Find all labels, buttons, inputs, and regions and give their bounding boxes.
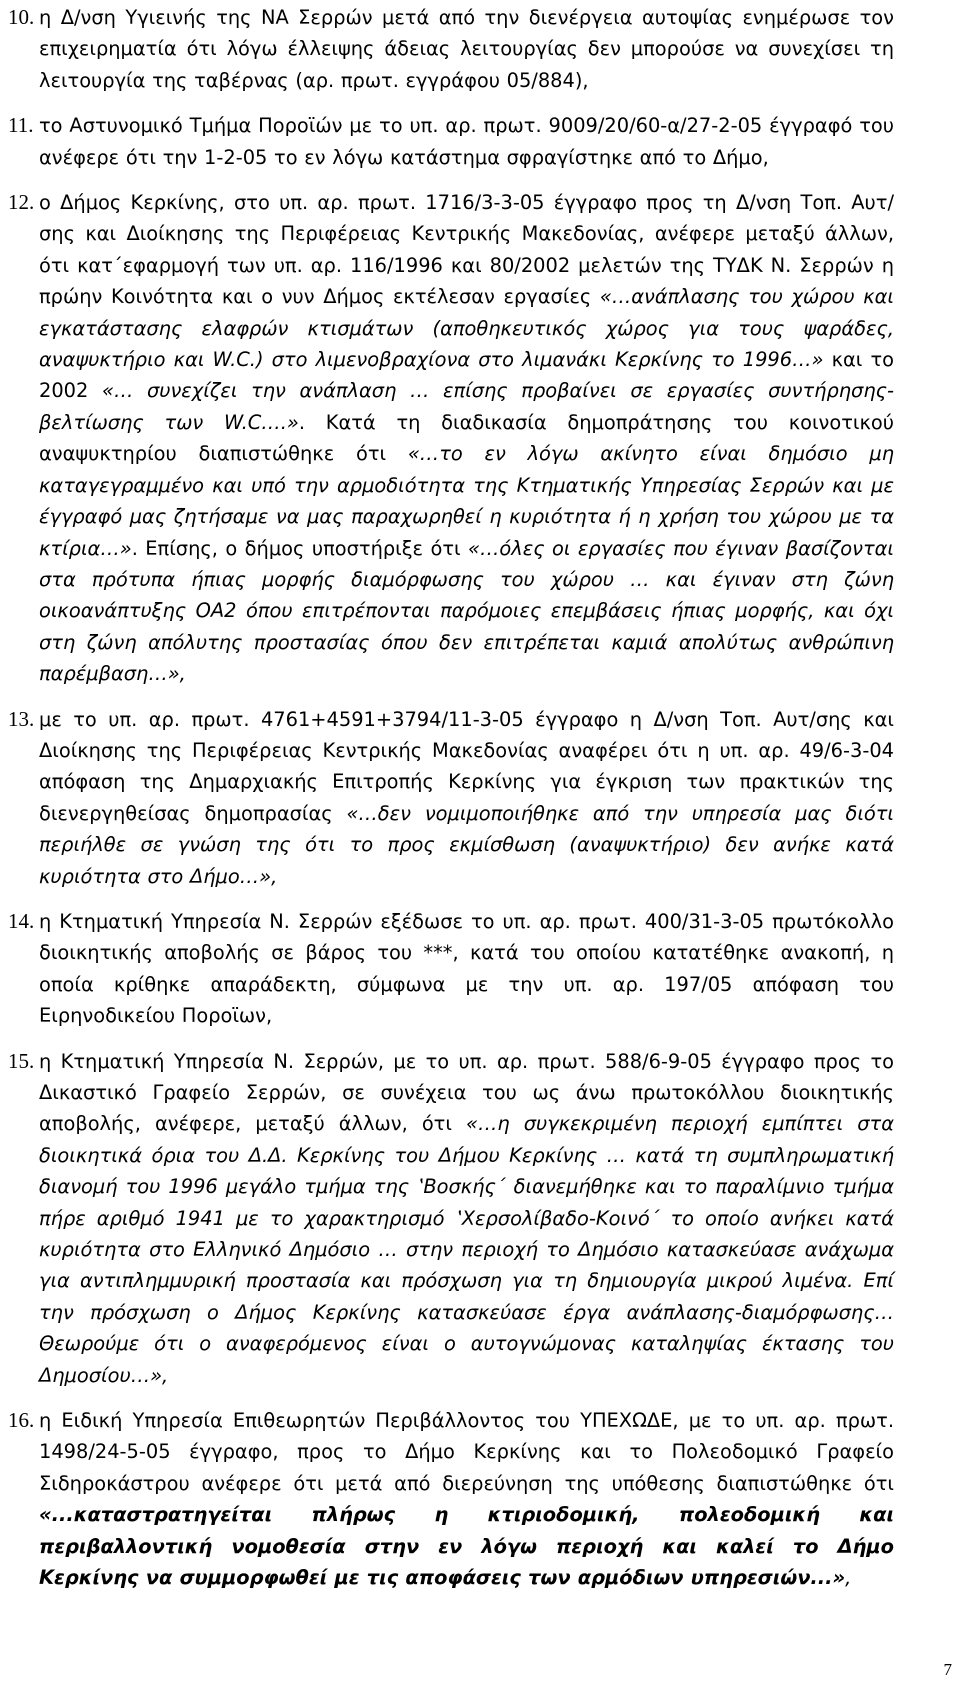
italic-quote: «…όλες οι εργασίες που έγιναν βασίζονται στα πρότυπα ήπιας μορφής διαμόρφωσης του χώρου … και έγιναν στη ζώνη οικοανάπτυξης ΟΑ2 όπου επιτρέπονται παρόμοιες επεμβάσεις ήπιας μορφής, και όχι στη ζώνη απόλυτης προστασίας όπου δεν επιτρέπεται καμιά απολύτως ανθρώπινη παρέμβαση…», xyxy=(39,536,894,686)
list-item xyxy=(8,1405,894,1593)
list-item xyxy=(8,187,894,690)
body-text: . Κατά τη διαδικασία δημοπράτησης του κοινοτικού αναψυκτηρίου διαπιστώθηκε ότι xyxy=(39,410,894,466)
body-text: με το υπ. αρ. πρωτ. 4761+4591+3794/11-3-05 έγγραφο η Δ/νση Τοπ. Αυτ/σης και Διοίκησης της Περιφέρειας Κεντρικής Μακεδονίας αναφέρει ότι η υπ. αρ. 49/6-3-04 απόφαση της Δημαρχιακής Επιτροπής Κερκίνης για έγκριση των πρακτικών της διενεργηθείσας δημοπρασίας xyxy=(39,707,894,825)
italic-quote: «…το εν λόγω ακίνητο είναι δημόσιο μη καταγεγραμμένο και υπό την αρμοδιότητα της Κτηματικής Υπηρεσίας Σερρών και με έγγραφό μας ζητήσαμε να μας παραχωρηθεί η κυριότητα ή η χρήση του χώρου με τα κτίρια…» xyxy=(39,442,894,560)
list-item xyxy=(8,906,894,1032)
item-number: 10. xyxy=(8,5,35,29)
body-text: . Επίσης, ο δήμος υποστήριξε ότι xyxy=(131,536,469,560)
item-number: 15. xyxy=(8,1048,35,1073)
body-text: το Αστυνομικό Τμήμα Ποροϊών με το υπ. αρ. πρωτ. 9009/20/60-α/27-2-05 έγγραφό του ανέφερε ότι την 1-2-05 το εν λόγω κατάστημα σφραγίστηκε από το Δήμο, xyxy=(39,114,894,169)
list-item xyxy=(8,1046,894,1391)
italic-quote: , xyxy=(845,1566,852,1590)
body-text: και το 2002 xyxy=(39,348,895,403)
item-number: 16. xyxy=(8,1408,35,1433)
italic-quote: «…ανάπλασης του χώρου και εγκατάστασης ελαφρών κτισμάτων (αποθηκευτικός χώρος για τους ψαράδες, αναψυκτήριο και W.C.) στο λιμενοβραχίονα στο λιμανάκι Κερκίνης το 1996…» xyxy=(39,285,894,372)
italic-quote: «…η συγκεκριμένη περιοχή εμπίπτει στα διοικητικά όρια του Δ.Δ. Κερκίνης του Δήμου Κερκίνης … κατά τη συμπληρωματική διανομή του 1996 μεγάλο τμήμα της ‛Βοσκής΄ διανεμήθηκε και το παραλίμνιο τμήμα πήρε αριθμό 1941 με το χαρακτηρισμό ‛Χερσολίβαδο-Κοινό΄ το οποίο ανήκει κατά κυριότητα στο Ελληνικό Δημόσιο … στην περιοχή το Δημόσιο κατασκεύασε ανάχωμα για αντιπλημμυρική προστασία και πρόσχωση για τη δημιουργία μικρού λιμένα. Επί την πρόσχωση ο Δήμος Κερκίνης κατασκεύασε έργα ανάπλασης-διαμόρφωσης… Θεωρούμε ότι ο αναφερόμενος είναι ο αυτογνώμονας καταληψίας έκτασης του Δημοσίου…», xyxy=(39,1112,894,1387)
italic-quote: «… συνεχίζει την ανάπλαση … επίσης προβαίνει σε εργασίες συντήρησης-βελτίωσης των W.C….» xyxy=(39,379,894,434)
list-item xyxy=(8,110,894,173)
item-number: 14. xyxy=(8,908,35,933)
item-number: 11. xyxy=(8,113,34,138)
body-text: η Ειδική Υπηρεσία Επιθεωρητών Περιβάλλοντος του ΥΠΕΧΩΔΕ, με το υπ. αρ. πρωτ. 1498/24-5-05 έγγραφο, προς το Δήμο Κερκίνης και το Πολεοδομικό Γραφείο Σιδηροκάστρου ανέφερε ότι μετά από διερεύνηση της υπόθεσης διαπιστώθηκε ότι xyxy=(39,1409,894,1495)
numbered-list xyxy=(8,2,894,1594)
list-item xyxy=(8,2,894,96)
page-number: 7 xyxy=(943,1660,952,1679)
item-number: 12. xyxy=(8,190,35,215)
body-text: η Κτηματική Υπηρεσία Ν. Σερρών εξέδωσε το υπ. αρ. πρωτ. 400/31-3-05 πρωτόκολλο διοικητικής αποβολής σε βάρος του ***, κατά του οποίου κατατέθηκε ανακοπή, η οποία κρίθηκε απαράδεκτη, σύμφωνα με την υπ. αρ. 197/05 απόφαση του Ειρηνοδικείου Ποροϊων, xyxy=(39,909,894,1028)
body-text: η Δ/νση Υγιεινής της ΝΑ Σερρών μετά από την διενέργεια αυτοψίας ενημέρωσε τον επιχειρηματία ότι λόγω έλλειψης άδειας λειτουργίας δεν μπορούσε να συνεχίσει τη λειτουργία της ταβέρνας (αρ. πρωτ. εγγράφου 05/884), xyxy=(39,6,894,92)
item-number: 13. xyxy=(8,706,35,731)
italic-quote: «…δεν νομιμοποιήθηκε από την υπηρεσία μας διότι περιήλθε σε γνώση της ότι το προς εκμίσθωση (αναψυκτήριο) δεν ανήκε κατά κυριότητα στο Δήμο…», xyxy=(39,801,894,888)
body-text: ο Δήμος Κερκίνης, στο υπ. αρ. πρωτ. 1716/3-3-05 έγγραφο προς τη Δ/νση Τοπ. Αυτ/σης και Διοίκησης της Περιφέρειας Κεντρικής Μακεδονίας, ανέφερε μεταξύ άλλων, ότι κατ΄εφαρμογή των υπ. αρ. 116/1996 και 80/2002 μελετών της ΤΥΔΚ Ν. Σερρών η πρώην Κοινότητα και ο νυν Δήμος εκτέλεσαν εργασίες xyxy=(39,191,894,309)
list-item xyxy=(8,704,894,892)
body-text: η Κτηματική Υπηρεσία Ν. Σερρών, με το υπ. αρ. πρωτ. 588/6-9-05 έγγραφο προς το Δικαστικό Γραφείο Σερρών, σε συνέχεια του ως άνω πρωτοκόλλου διοικητικής αποβολής, ανέφερε, μεταξύ άλλων, ότι xyxy=(39,1049,894,1136)
bold-italic-quote: «...καταστρατηγείται πλήρως η κτιριοδομική, πολεοδομική και περιβαλλοντική νομοθεσία στην εν λόγω περιοχή και καλεί το Δήμο Κερκίνης να συμμορφωθεί με τις αποφάσεις των αρμόδιων υπηρεσιών...» xyxy=(39,1503,894,1590)
